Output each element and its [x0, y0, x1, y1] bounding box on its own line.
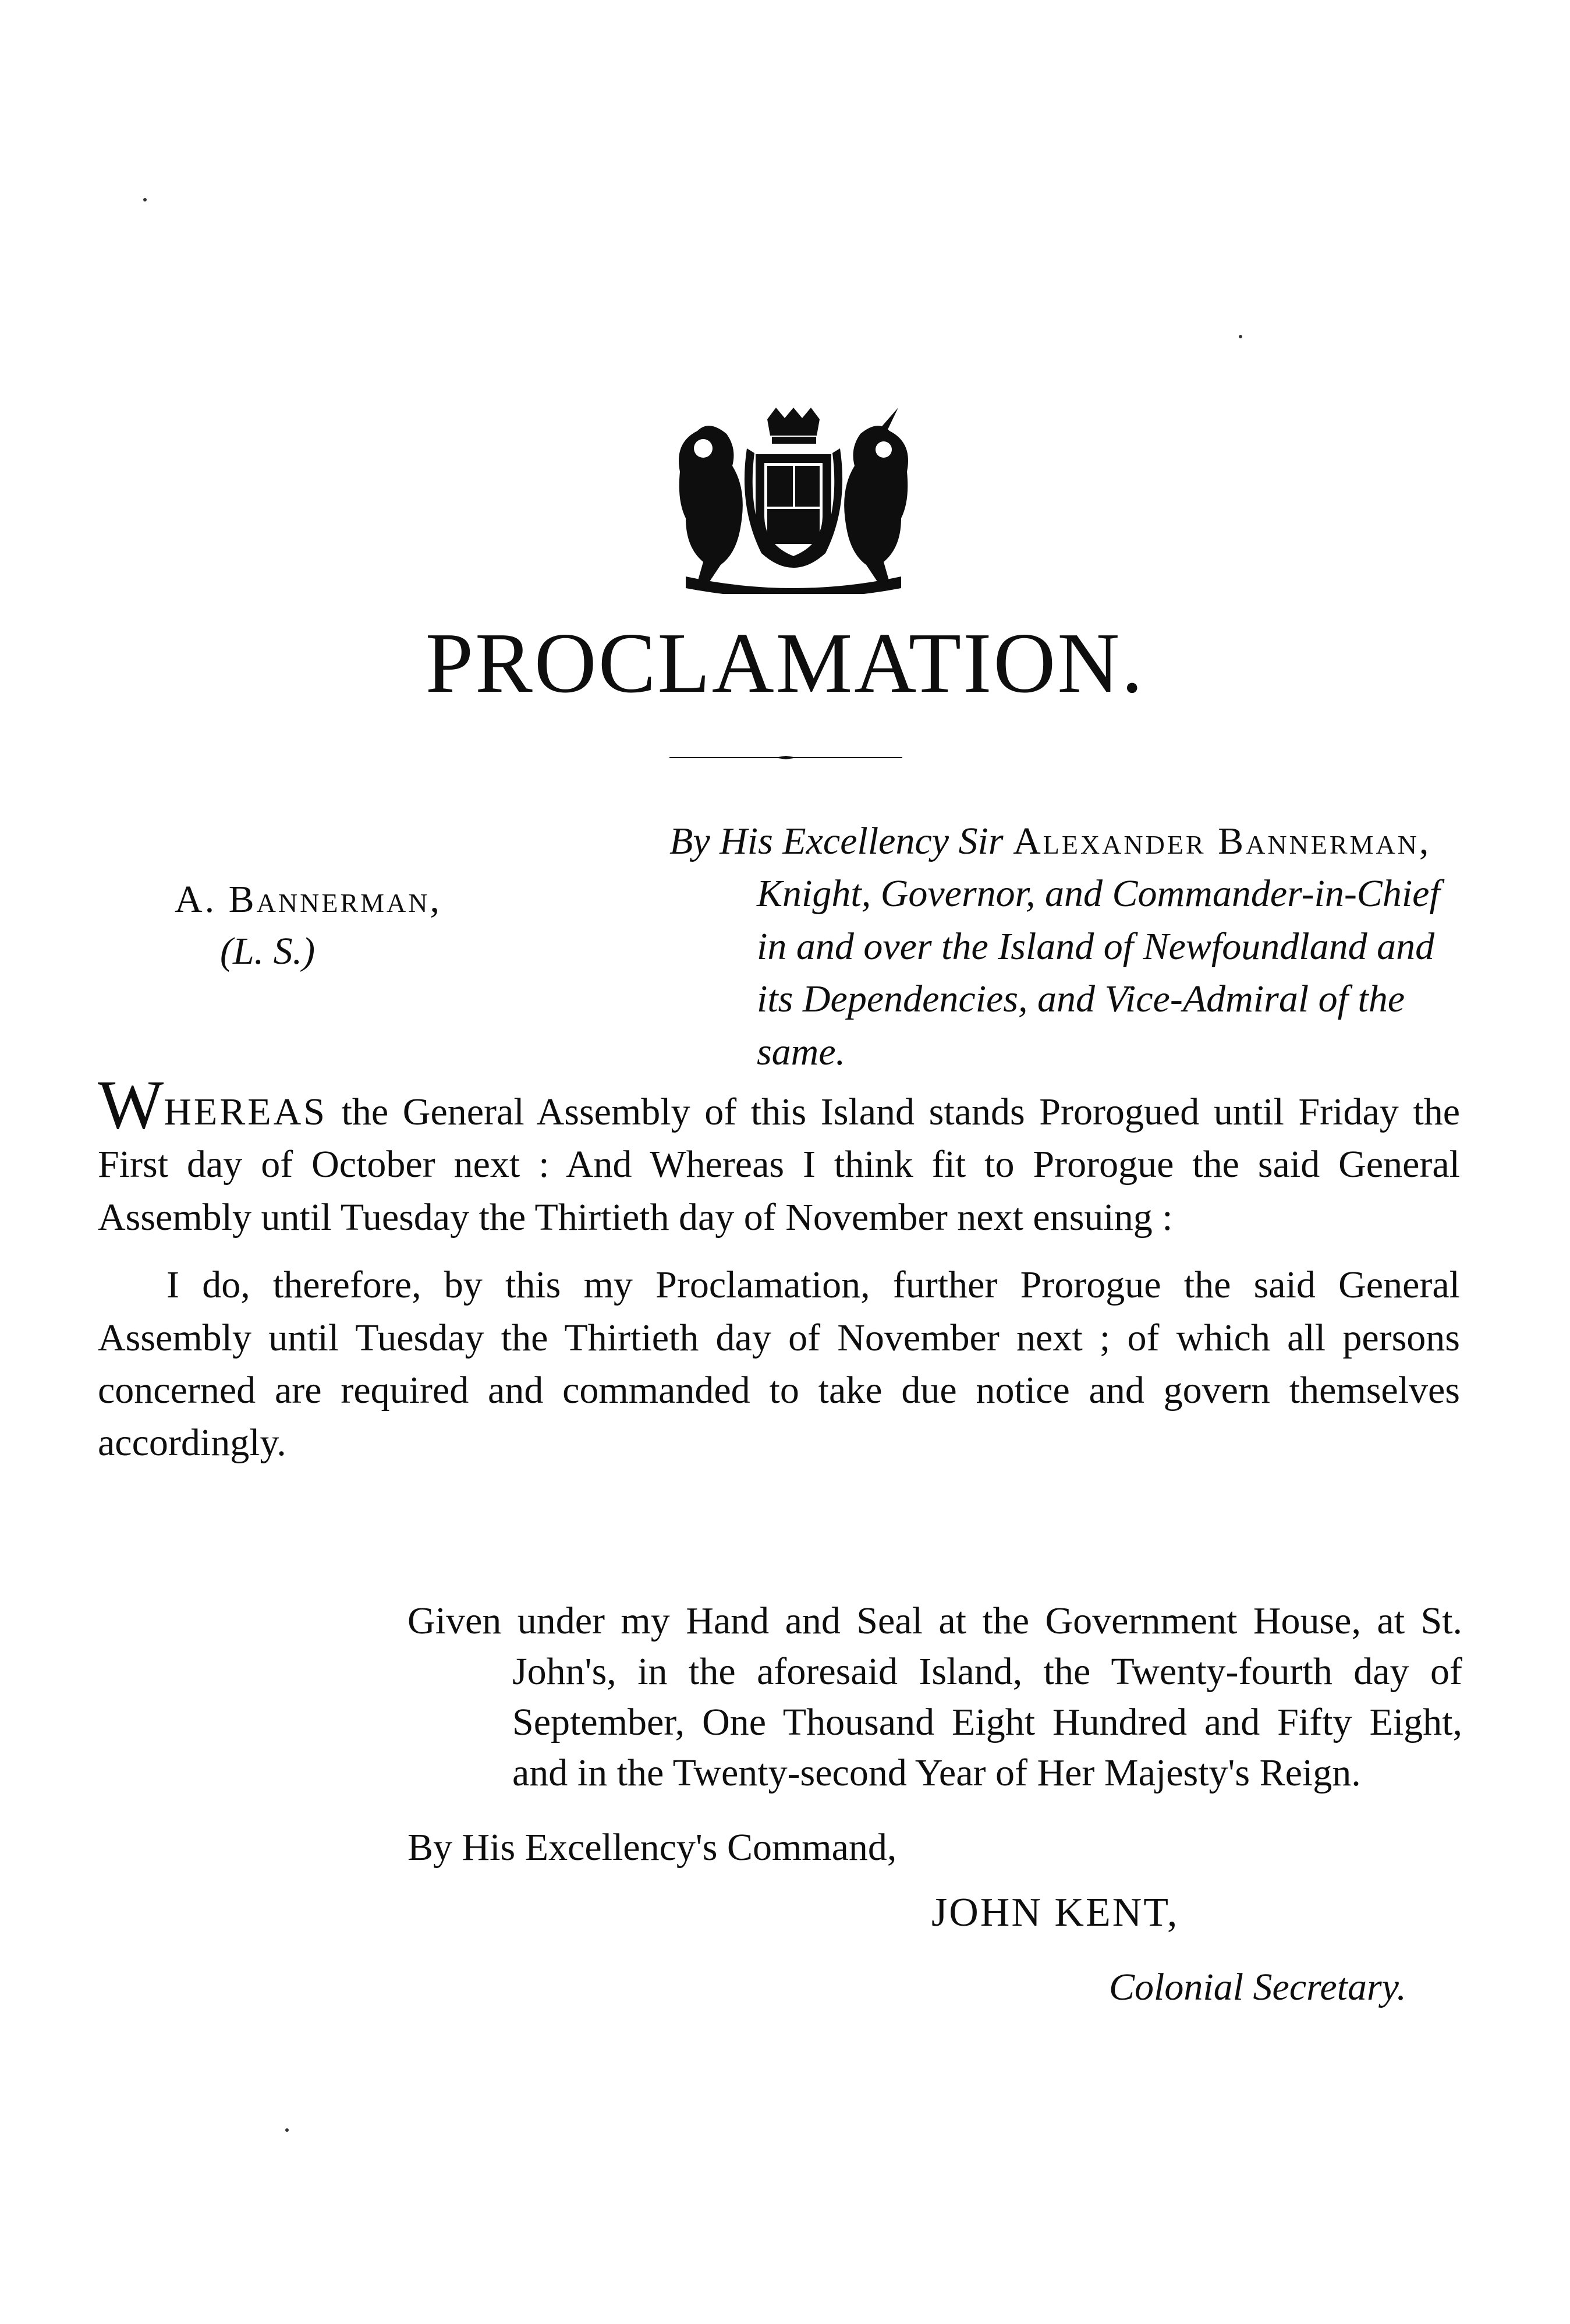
coat-of-arms-icon [668, 408, 919, 594]
secretary-name: JOHN KENT, [931, 1890, 1179, 1935]
style-rest: Knight, Governor, and Commander-in-Chief in and over the Island of Newfoundland and its Dependencies, and Vice-Admiral of the same. [757, 872, 1440, 1073]
style-prefix: By His Excellency Sir [669, 820, 1004, 862]
given-text: Given under my Hand and Seal at the Government House, at St. John's, in the aforesaid Island, the Twenty-fourth day of September, One Thousand Eight Hundred and Fifty Eight, and in the Twenty-second Year of Her Majesty's Reign. [407, 1600, 1462, 1795]
secretary-title: Colonial Secretary. [1109, 1966, 1406, 2008]
ornamental-rule [669, 756, 902, 759]
prorogue-paragraph: I do, therefore, by this my Proclamation, further Prorogue the said General Assembly until Tuesday the Thirtieth day of November next ; of which all persons concerned are required and commanded to take due notice and govern themselves accordingly. [98, 1264, 1460, 1465]
given-clause [407, 1596, 1462, 1798]
signer-block [175, 873, 536, 977]
print-speck [285, 2128, 289, 2132]
page-title: PROCLAMATION. [425, 616, 1145, 711]
governor-style [669, 815, 1473, 1078]
drop-initial: W [98, 1066, 164, 1143]
print-speck [1239, 335, 1242, 338]
proclamation-body [98, 1066, 1460, 1470]
whereas-caps: HEREAS [164, 1091, 327, 1133]
governor-name: Alexander Bannerman, [1013, 820, 1431, 862]
print-speck [143, 198, 147, 201]
command-line: By His Excellency's Command, [407, 1826, 897, 1869]
seal-mark: (L. S.) [220, 930, 316, 973]
signer-name: A. Bannerman, [175, 878, 442, 921]
whereas-text: the General Assembly of this Island stands Prorogued until Friday the First day of October next : And Whereas I think fit to Prorogue the said General Assembly until Tuesday the Thirtieth day of November next ensuing : [98, 1091, 1460, 1239]
whereas-paragraph [98, 1066, 1460, 1244]
